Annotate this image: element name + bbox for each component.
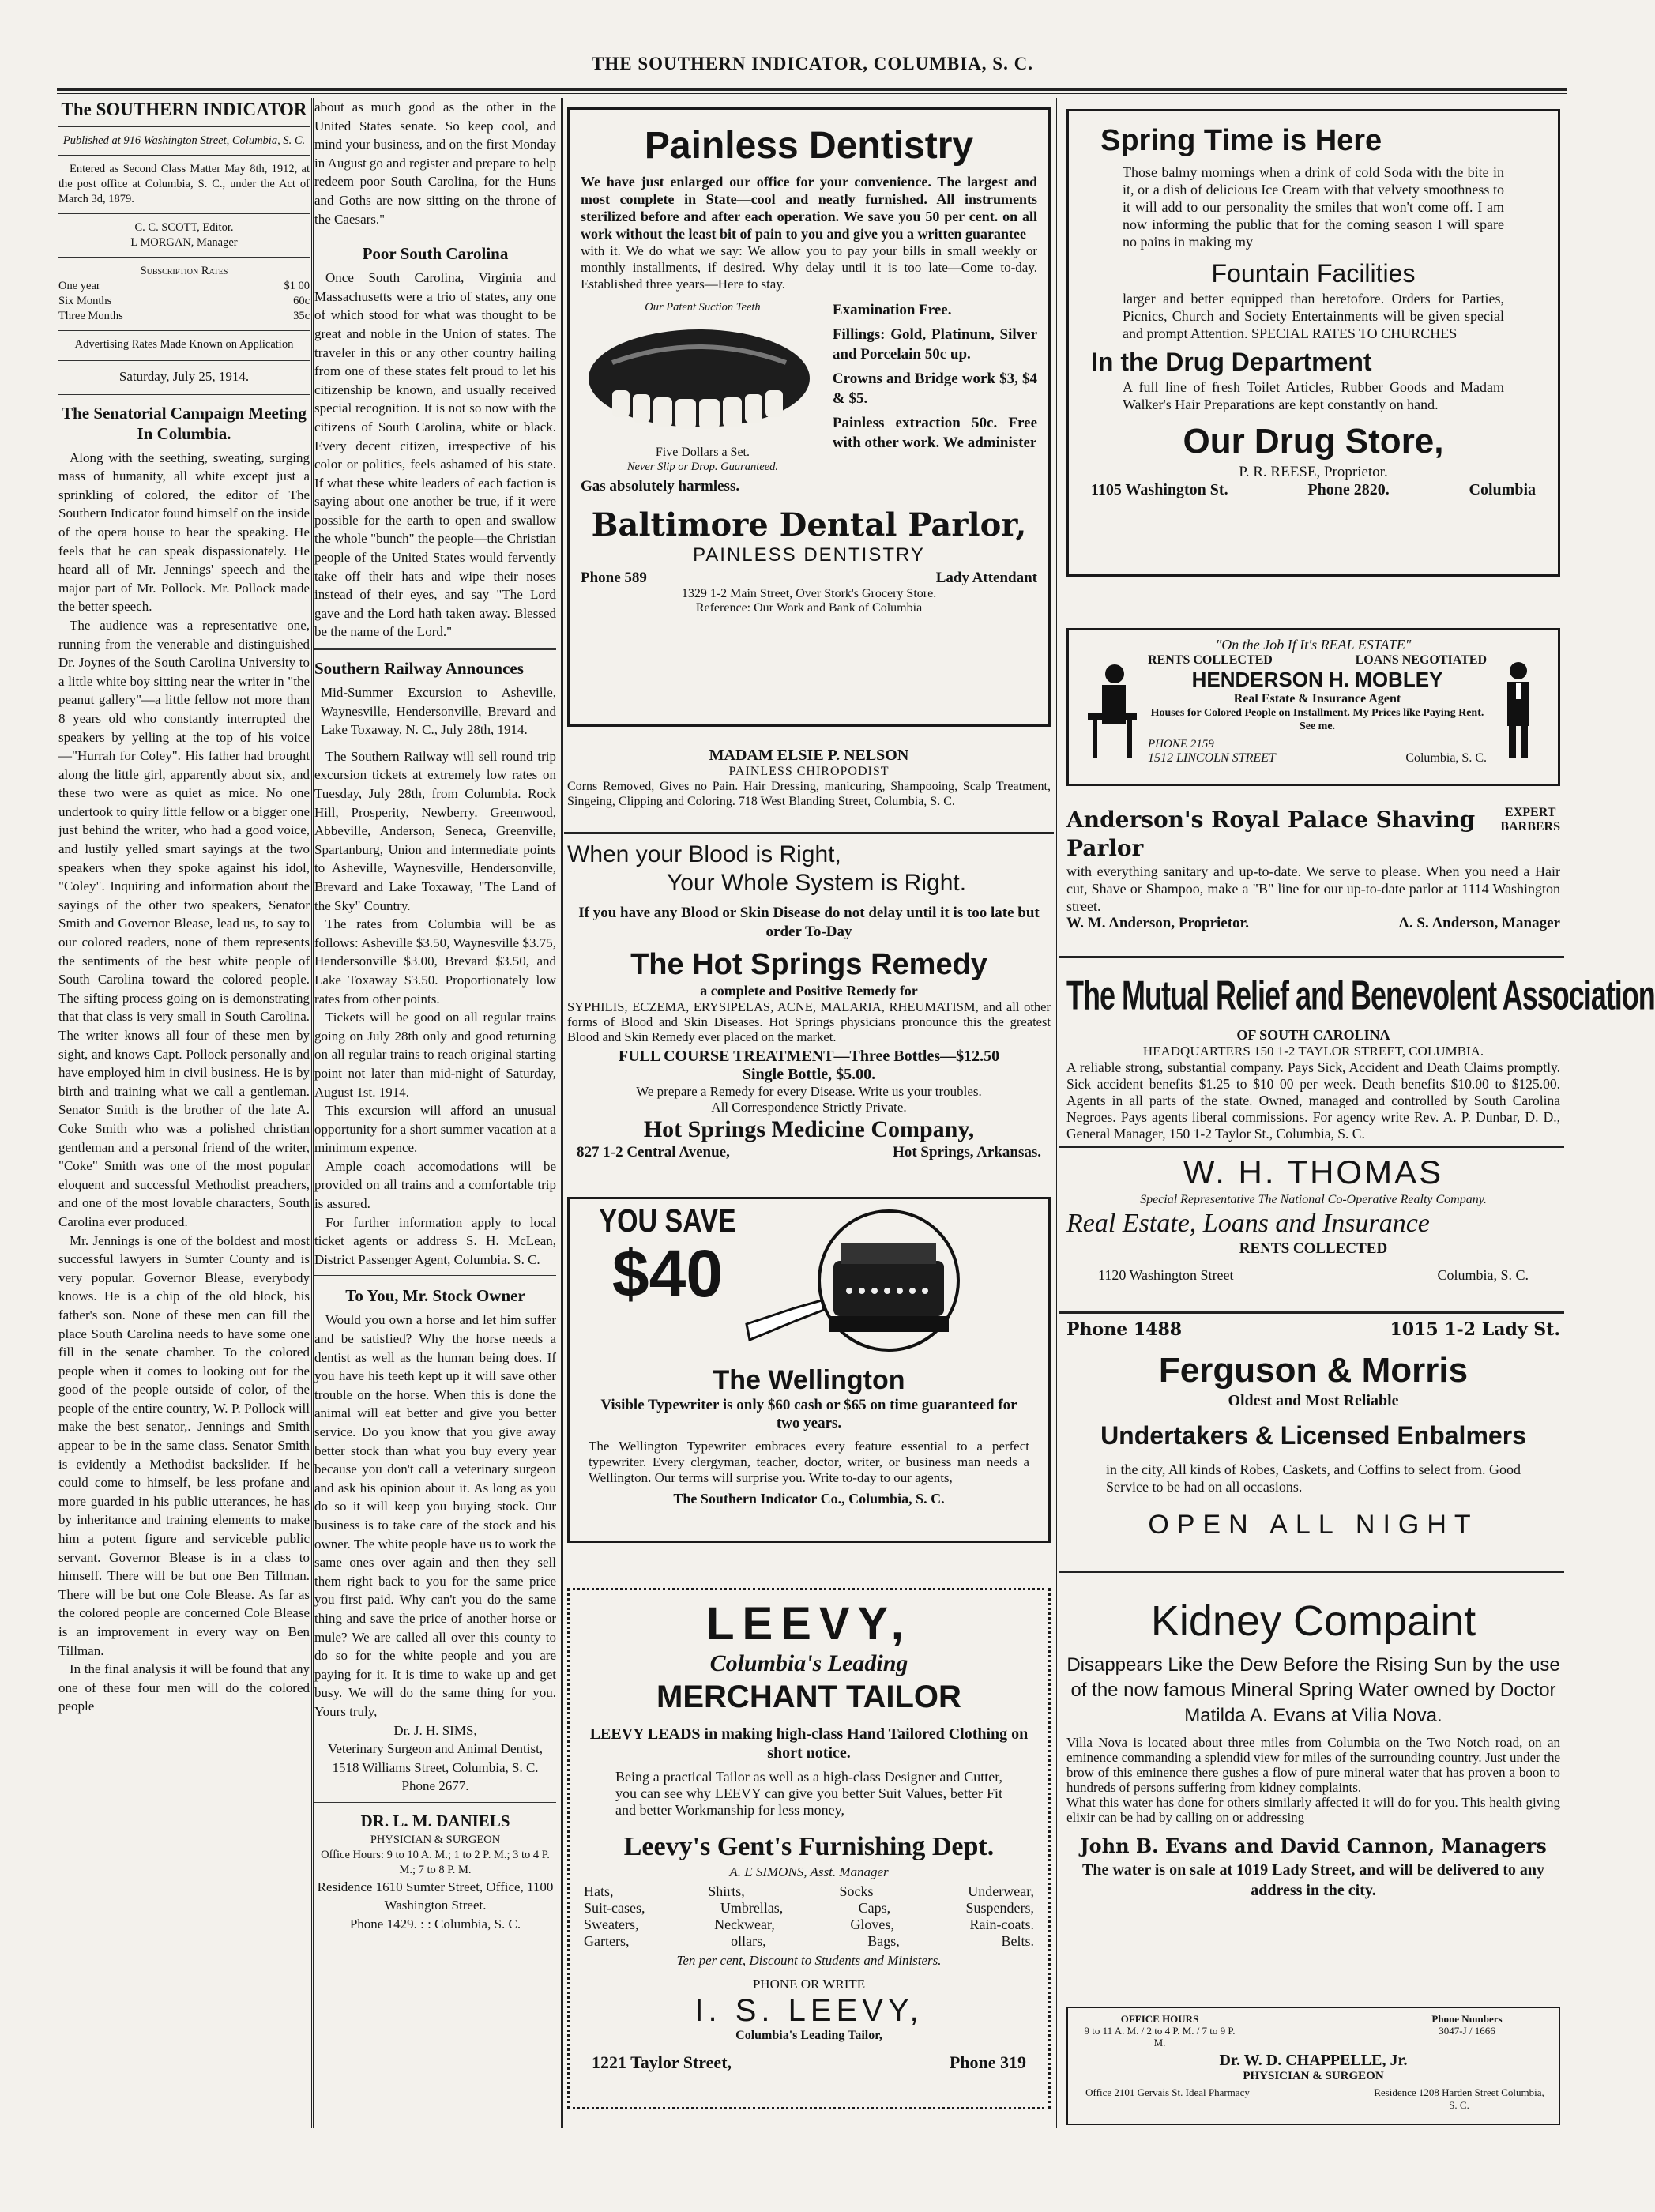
dentures-price: Five Dollars a Set.: [655, 446, 750, 459]
thomas-title: Real Estate, Loans and Insurance: [1066, 1209, 1430, 1238]
mutual-sub: OF SOUTH CAROLINA: [1236, 1027, 1390, 1043]
leevy-name: LEEVY,: [706, 1598, 912, 1650]
published-line: Published at 916 Washington Street, Columbia, S. C.: [62, 134, 306, 147]
drug-store-address: 1105 Washington St.: [1091, 481, 1228, 498]
ferguson-sub: Oldest and Most Reliable: [1228, 1392, 1399, 1409]
kidney-text-2: What this water has done for others similarly affected it will do for you. This health giving elixir can be had by calling on or addressing: [1066, 1795, 1560, 1825]
anderson-title: Anderson's Royal Palace Shaving Parlor: [1066, 807, 1476, 861]
article-paragraph: Along with the seething, sweating, surging mass of humanity, all white except just a sprinkling of colored, the editor of The Southern Indicator found himself on the inside of the opera house to hear the speaking. He feels that he can speak dispassionately. He heard all of Mr. Jennings' speech and the major part of Mr. Pollock. Mr. Pollock made the better speech.: [58, 450, 310, 615]
editor-line: C. C. SCOTT, Editor.: [134, 221, 234, 234]
suction-teeth-caption: Our Patent Suction Teeth: [645, 301, 761, 314]
masthead-rule-thin: [57, 93, 1567, 94]
man-at-desk-icon: [1085, 658, 1140, 761]
spring-text-2: larger and better equipped than heretofore. Orders for Parties, Picnics, Church and Society Entertainments will be given special and prompt Attention. SPECIAL RATES TO CHURCHES: [1123, 291, 1504, 341]
thomas-ad: [1066, 1152, 1560, 1284]
column-1: [58, 98, 310, 2128]
wellington-price: Visible Typewriter is only $60 cash or $65 on time guaranteed for two years.: [600, 1397, 1017, 1431]
article-paragraph: Would you own a horse and let him suffer and be satisfied? Why the horse needs a dentist as well as the human being does. If you have his teeth kept up it will save other trouble on the horse. When this is done the animal will eat better and give you better service. Do you know that you give away better stock than what you buy every year because you don't call a veterinary surgeon and ask his opinion about it. As long as you do so it will keep you buying stock. Our business is to take care of the stock and his owner. The white people have us to work the same ones over again and then they sell them right back to you for the same price you first paid. Why can't you do the same thing and save the price of another horse or mule? We are called all over this county to do so for the white people and you are paying for it. It is time to wake up and get busy. We will do the same thing for you. Yours truly,: [314, 1312, 556, 1719]
kidney-ad: [1066, 1596, 1560, 1901]
wellington-agent: The Southern Indicator Co., Columbia, S. C.: [673, 1491, 945, 1507]
drug-store-phone: Phone 2820.: [1307, 481, 1390, 498]
article-paragraph: For further information apply to local ticket agents or address S. H. McLean, District Passenger Agent, Columbia. S. C.: [314, 1214, 556, 1267]
leevy-dept: Leevy's Gent's Furnishing Dept.: [623, 1832, 995, 1861]
blood-line-1: When your Blood is Right,: [567, 841, 841, 867]
divider: [1059, 1146, 1564, 1148]
chappelle-ad: [1066, 2007, 1560, 2125]
drug-store-prop: P. R. REESE, Proprietor.: [1239, 464, 1388, 480]
article-headline: The Senatorial Campaign Meeting In Columbia.: [62, 403, 307, 443]
chappelle-name: Dr. W. D. CHAPPELLE, Jr.: [1219, 2052, 1408, 2069]
mobley-slogan: "On the Job If It's REAL ESTATE": [1215, 637, 1412, 653]
article-paragraph: This excursion will afford an unusual opportunity for a short summer vacation at a minimum expence.: [314, 1103, 556, 1156]
items-row: Sweaters, Neckwear, Gloves, Rain-coats.: [584, 1917, 1034, 1932]
leevy-phone-write: PHONE OR WRITE: [752, 1977, 866, 1992]
leevy-tel: Phone 319: [949, 2052, 1026, 2072]
page-masthead: THE SOUTHERN INDICATOR, COLUMBIA, S. C.: [592, 54, 1033, 73]
mobley-phone: PHONE 2159: [1148, 738, 1214, 750]
rate-row: Six Months 60c: [58, 295, 310, 307]
dentures-guarantee: Never Slip or Drop. Guaranteed.: [626, 461, 779, 473]
hot-springs-list: SYPHILIS, ECZEMA, ERYSIPELAS, ACNE, MALARIA, RHEUMATISM, and all other forms of Blood and Skin Diseases. Hot Springs physicians pronounce this the greatest Blood and Skin Remedy ever placed on the market.: [567, 999, 1051, 1044]
leevy-sub: Columbia's Leading: [709, 1650, 908, 1676]
drug-store-ad: [1066, 109, 1560, 577]
kidney-sale: The water is on sale at 1019 Lady Street, and will be delivered to any address in the city.: [1082, 1861, 1544, 1899]
leevy-text: Being a practical Tailor as well as a high-class Designer and Cutter, you can see why LEEVY can give you better Suit Values, better Fit and better Workmanship for less money,: [615, 1769, 1002, 1818]
correspondence-line: All Correspondence Strictly Private.: [711, 1100, 907, 1115]
ferguson-name: Ferguson & Morris: [1158, 1351, 1469, 1390]
phone-numbers: 3047-J / 1666: [1439, 2025, 1495, 2037]
mobley-ad: [1066, 628, 1560, 786]
single-bottle: Single Bottle, $5.00.: [742, 1066, 876, 1083]
mobley-trade: Real Estate & Insurance Agent: [1233, 692, 1401, 705]
anderson-expert: EXPERT BARBERS: [1500, 806, 1560, 833]
divider: [1059, 956, 1564, 958]
chappelle-office: Office 2101 Gervais St. Ideal Pharmacy: [1085, 2086, 1250, 2098]
wellington-ad: [567, 1197, 1051, 1543]
chiropodist-ad: [567, 747, 1051, 809]
anderson-ad: [1066, 806, 1560, 932]
article-continuation: about as much good as the other in the United States senate. So keep cool, and mind your business, and on the first Monday in August go and register and prepare to help redeem poor South Carolina, for the Huns and Goths are now sitting on the throne of the Caesars.": [314, 100, 556, 227]
spring-title: Spring Time is Here: [1100, 124, 1382, 157]
article-paragraph: Mr. Jennings is one of the boldest and most successful lawyers in Sumter County and is very popular. Governor Blease, everybody knows. He is a chip of the old block, his father's son. None of these men can fill the place South Carolina needs to have some one fill in the senate chamber. To the colored people when it comes to looking out for the good of the people outside of color, of the people of the entire country, W. P. Pollock will make the best senator,. Jennings and Smith appear to be in the same class. Senator Smith is evidently a Methodist backslider. If he could come to himself, be less profane and more guarded in his public utterances, he has by inheritance and training elements to make him a potent figure and serviceble public servant. Governor Blease is in a class to himself. There will be but one Ben Tillman. There will be but one Cole Blease. As far as the colored people are concerned Cole Blease is an improvement in every way on Ben Tillman.: [58, 1232, 310, 1658]
wellington-text: The Wellington Typewriter embraces every feature essential to a perfect typewriter. Every clergyman, teacher, doctor, writer, or business man needs a Wellington. Our terms will surprise you. Write to-day to our agents,: [589, 1439, 1029, 1485]
exam-free: Examination Free.: [832, 302, 952, 318]
drug-store-city: Columbia: [1469, 481, 1536, 498]
article-paragraph: Once South Carolina, Virginia and Massachusetts were a trio of states, any one of which stood for what was thought to be great and noble in the Union of states. The traveler in this or any other country hailing from one of these states felt proud to let his citizenship be known, and usually received special recognition. It is not so now with the citizens of South Carolina, white or black. Every decent citizen, irrespective of his color or politics, feels ashamed of his state. If what these white leaders of each faction is saying about one another be true, if it were possible for the earth to open and swallow the whole "bunch" the people—the Christian people of the United States would fervently take off their hats and wipe their noses instead of their eyes, and say "The Lord gave and the Lord hath taken away. Blessed be the name of the Lord.": [314, 270, 556, 640]
mobley-street: 1512 LINCOLN STREET: [1148, 751, 1276, 765]
article-paragraph: Tickets will be good on all regular trains going on July 28th only and good returning on all regular trains to reach original starting point not later than mid-night of Saturday, August 1st. 1914.: [314, 1010, 556, 1100]
loans-negotiated: LOANS NEGOTIATED: [1355, 653, 1487, 667]
wellington-title: The Wellington: [713, 1365, 905, 1395]
doctor-title: PHYSICIAN & SURGEON: [370, 1833, 501, 1846]
mutual-hq: HEADQUARTERS 150 1-2 TAYLOR STREET, COLUMBIA.: [1142, 1044, 1484, 1059]
subscription-rates: [58, 279, 310, 324]
anderson-manager: A. S. Anderson, Manager: [1398, 915, 1560, 931]
doctor-residence: Residence 1610 Sumter Street, Office, 1100 Washington Street.: [317, 1879, 554, 1913]
dentistry-title: Painless Dentistry: [644, 125, 974, 167]
chappelle-title: PHYSICIAN & SURGEON: [1243, 2070, 1384, 2082]
rate-row: Three Months 35c: [58, 310, 310, 322]
kidney-sub: Disappears Like the Dew Before the Rising Sun by the use of the now famous Mineral Spring Water owned by Doctor Matilda A. Evans at Vilia Nova.: [1066, 1654, 1560, 1726]
typewriter-image: [747, 1206, 984, 1364]
drug-dept-text: A full line of fresh Toilet Articles, Rubber Goods and Madam Walker's Hair Preparations are kept constantly on hand.: [1123, 379, 1504, 412]
items-row: Garters, ollars, Bags, Belts.: [584, 1933, 1034, 1949]
drug-dept-title: In the Drug Department: [1091, 348, 1372, 376]
mobley-city: Columbia, S. C.: [1405, 751, 1487, 765]
kidney-managers: John B. Evans and David Cannon, Managers: [1080, 1834, 1547, 1857]
thomas-rents: RENTS COLLECTED: [1239, 1240, 1388, 1257]
dental-reference: Reference: Our Work and Bank of Columbia: [695, 601, 923, 615]
article-paragraph: The audience was a representative one, running from the venerable and distinguished Dr. Joynes of the South Carolina University to a little white boy sitting near the writer in "the peanut gallery"—a little fellow not more than 8 years old who constantly interrupted the speakers by yelling at the top of his voice—"Hurrah for Coley". His father had brought along the little girl, apparently about six, and these two were as quiet as mice. No one undertook to quiry little fellow or a bigger one just behind the writer, who had a good voice, and lustily yelled smart sayings at the two speakers when they spoke against his idol, "Coley". Inquiring and information about the sayings of the other two speakers, Senator Smith and Governor Blease, lead us, to say to our colored readers, none of them represents the sentiments of the best white people of South Carolina toward the colored people. The sifting process going on is demonstrating that that class is very small in South Carolina. The writer knows all four of these men by sight, and knows Capt. Pollock personally and have employed him in civil business. He is by birth and training what we call a gentleman. Senator Smith is the brother of the late A. Coke Smith who was a polished christian gentleman and a personal friend of the writer, "Coke" Smith was one of the most popular eloquent and successful Methodist preachers, and one of the most lovable characters, South Carolina ever produced.: [58, 617, 310, 1229]
items-row: Hats, Shirts, Socks Underwear,: [584, 1883, 1034, 1899]
leevy-ad: [567, 1588, 1051, 2109]
hot-springs-ad: [567, 841, 1051, 1161]
column-rule-3: [1055, 98, 1057, 2128]
column-rule-1: [311, 98, 314, 2128]
drug-store-name: Our Drug Store,: [1183, 422, 1444, 461]
article-headline-poor-sc: Poor South Carolina: [362, 244, 509, 264]
doctor-hours: Office Hours: 9 to 10 A. M.; 1 to 2 P. M.; 3 to 4 P. M.; 7 to 8 P. M.: [321, 1848, 550, 1876]
thomas-city: Columbia, S. C.: [1437, 1267, 1529, 1283]
phone-numbers-label: Phone Numbers: [1431, 2013, 1503, 2025]
thomas-name: W. H. THOMAS: [1183, 1153, 1444, 1191]
hot-springs-company: Hot Springs Medicine Company,: [643, 1116, 975, 1142]
dental-address: 1329 1-2 Main Street, Over Stork's Grocery Store.: [681, 587, 937, 600]
mutual-ad: [1066, 962, 1655, 1142]
chappelle-residence: Residence 1208 Harden Street Columbia, S. C.: [1374, 2086, 1544, 2111]
leevy-tailor: Columbia's Leading Tailor,: [735, 2029, 882, 2042]
crowns-price: Crowns and Bridge work $3, $4 & $5.: [832, 371, 1037, 407]
paper-title: The SOUTHERN INDICATOR: [61, 100, 307, 119]
full-course: FULL COURSE TREATMENT—Three Bottles—$12.50: [618, 1048, 1000, 1065]
article-headline-stock-owner: To You, Mr. Stock Owner: [345, 1286, 525, 1306]
items-row: Suit-cases, Umbrellas, Caps, Suspenders,: [584, 1900, 1034, 1916]
blood-warning: If you have any Blood or Skin Disease do not delay until it is too late but order To-Day: [578, 905, 1040, 940]
divider: [1059, 1311, 1564, 1314]
article-paragraph: In the final analysis it will be found that any one of these four men will do the colored people: [58, 1661, 310, 1714]
thomas-rep: Special Representative The National Co-Operative Realty Company.: [1140, 1193, 1487, 1206]
dental-parlor-name: Baltimore Dental Parlor,: [591, 506, 1027, 544]
issue-date: Saturday, July 25, 1914.: [118, 369, 250, 384]
mobley-name: HENDERSON H. MOBLEY: [1191, 668, 1443, 691]
mutual-text: A reliable strong, substantial company. Pays Sick, Accident and Death Claims promptly. Sick accident benefits $1.25 to $10 00 per week. Death benefits $10.00 to $125.00. Agents in all parts of the state. Owned, managed and controlled by South Carolina Negroes. Pays agents liberal commissions. For agency write Rev. A. P. Dunbar, D. D., General Manager, 150 1-2 Taylor St., Columbia, S. C.: [1066, 1059, 1560, 1142]
leevy-address: 1221 Taylor Street,: [592, 2052, 732, 2072]
chiropodist-name: MADAM ELSIE P. NELSON: [709, 747, 909, 764]
open-all-night: OPEN ALL NIGHT: [1148, 1510, 1479, 1540]
dental-lady: Lady Attendant: [935, 570, 1037, 586]
dentistry-intro-2: with it. We do what we say: We allow you to pay your bills in small weekly or monthly installments, if desired. Why delay until it is too late—Come to-day. Established three years—Here to stay.: [581, 243, 1037, 292]
hot-springs-city: Hot Springs, Arkansas.: [893, 1144, 1041, 1161]
extraction-price: Painless extraction 50c. Free with other work. We administer: [832, 415, 1037, 451]
you-save: YOU SAVE: [599, 1203, 736, 1240]
divider: [564, 832, 1054, 834]
leevy-is: I. S. LEEVY,: [694, 1993, 923, 2028]
signature-details: Veterinary Surgeon and Animal Dentist, 1518 Williams Street, Columbia, S. C. Phone 2677.: [327, 1741, 544, 1794]
kidney-text: Villa Nova is located about three miles from Columbia on the Two Notch road, on an eminence commanding a splendid view for miles of the surrounding country. Just under the brow of this eminence there gushes a flow of pure mineral water that has proven a boon to hundreds of persons suffering from kidney complaints.: [1066, 1735, 1560, 1795]
doctor-phone: Phone 1429. : : Columbia, S. C.: [349, 1917, 521, 1932]
ferguson-address: 1015 1-2 Lady St.: [1390, 1319, 1560, 1340]
masthead-rule: [57, 88, 1567, 91]
chiropodist-title: PAINLESS CHIROPODIST: [728, 765, 890, 778]
dentures-image: [581, 315, 818, 442]
dental-parlor-sub: PAINLESS DENTISTRY: [693, 544, 925, 566]
office-hours: 9 to 11 A. M. / 2 to 4 P. M. / 7 to 9 P. M.: [1084, 2025, 1236, 2048]
doctor-name: DR. L. M. DANIELS: [360, 1811, 510, 1830]
subscription-title: Subscription Rates: [140, 265, 228, 277]
fountain-title: Fountain Facilities: [1211, 259, 1416, 288]
hot-springs-sub: a complete and Positive Remedy for: [700, 983, 918, 999]
dentistry-intro: We have just enlarged our office for your convenience. The largest and most complete in State—cool and neatly furnished. All instruments sterilized before and after each operation. We save you 50 per cent. on all work without the least bit of pain to you and give you a written guarantee: [581, 174, 1037, 242]
dental-phone: Phone 589: [581, 570, 647, 586]
leevy-trade: MERCHANT TAILOR: [656, 1680, 961, 1714]
leevy-items: [584, 1883, 1034, 1950]
divider: [1059, 1571, 1564, 1573]
thomas-address: 1120 Washington Street: [1098, 1267, 1234, 1283]
ferguson-phone: Phone 1488: [1066, 1319, 1183, 1340]
hot-springs-title: The Hot Springs Remedy: [630, 948, 987, 981]
railway-subhead: Mid-Summer Excursion to Asheville, Waynesville, Hendersonville, Brevard and Lake Toxaway, N. C., July 28th, 1914.: [321, 685, 556, 738]
article-paragraph: The Southern Railway will sell round trip excursion tickets at extremely low rates on Tuesday, July 28th, from Columbia. Rock Hill, Prosperity, Newberry. Greenwood, Abbeville, Anderson, Seneca, Greenville, Spartanburg, Union and intermediate points to Asheville, Waynesville, Hendersonville, Brevard and Lake Toxaway, "The Land of the Sky" Country.: [314, 748, 556, 913]
signature-name: Dr. J. H. SIMS,: [393, 1722, 477, 1738]
advertising-line: Advertising Rates Made Known on Application: [74, 338, 294, 351]
blood-line-2: Your Whole System is Right.: [667, 870, 967, 896]
dentistry-ad: [567, 107, 1051, 727]
manager-line: L MORGAN, Manager: [130, 236, 238, 249]
article-headline-railway: Southern Railway Announces: [314, 659, 524, 679]
entered-line: Entered as Second Class Matter May 8th, 1912, at the post office at Columbia, S. C., under the Act of March 3d, 1879.: [58, 163, 310, 205]
leevy-lead: LEEVY LEADS in making high-class Hand Tailored Clothing on short notice.: [589, 1725, 1029, 1762]
ferguson-text: in the city, All kinds of Robes, Caskets, and Coffins to select from. Good Service to be had on all occasions.: [1106, 1462, 1521, 1495]
hot-springs-address: 827 1-2 Central Avenue,: [577, 1144, 730, 1161]
spring-text: Those balmy mornings when a drink of cold Soda with the bite in it, or a dish of delicious Ice Cream with that velvety smoothness to it will add to our personality the smiles that won't come off. I am now informing the public that for the coming season I will spare no pains in making my: [1123, 164, 1504, 250]
column-rule-2: [561, 98, 563, 2128]
save-amount: $40: [611, 1236, 724, 1311]
chiropodist-text: Corns Removed, Gives no Pain. Hair Dressing, manicuring, Shampooing, Scalp Treatment, Singeing, Clipping and Coloring. 718 West Blanding Street, Columbia, S. C.: [567, 780, 1051, 808]
mutual-title: The Mutual Relief and Benevolent Association: [1066, 971, 1655, 1019]
article-paragraph: Ample coach accomodations will be provided on all trains and a comfortable trip is assured.: [314, 1158, 556, 1212]
anderson-text: with everything sanitary and up-to-date. We serve to please. When you need a Hair cut, Shave or Shampoo, make a "B" line for our up-to-date parlor at 1114 Washington street.: [1066, 863, 1560, 914]
waiter-icon: [1495, 658, 1542, 761]
gas-line: Gas absolutely harmless.: [581, 478, 740, 495]
ferguson-trade: Undertakers & Licensed Enbalmers: [1100, 1421, 1526, 1450]
mobley-houses: Houses for Colored People on Installment. My Prices like Paying Rent. See me.: [1150, 707, 1484, 732]
fillings-price: Fillings: Gold, Platinum, Silver and Porcelain 50c up.: [832, 326, 1037, 363]
kidney-title: Kidney Compaint: [1150, 1597, 1476, 1645]
office-hours-label: OFFICE HOURS: [1120, 2013, 1199, 2025]
prepare-line: We prepare a Remedy for every Disease. Write us your troubles.: [636, 1084, 982, 1099]
leevy-discount: Ten per cent, Discount to Students and Ministers.: [676, 1953, 942, 1968]
anderson-proprietor: W. M. Anderson, Proprietor.: [1066, 915, 1249, 931]
column-2: [314, 98, 556, 2128]
article-paragraph: The rates from Columbia will be as follows: Asheville $3.50, Waynesville $3.75, Hendersonville $3.00, Brevard $3.50, and Lake Toxaway $3.50. Proportionately low rates from other points.: [314, 916, 556, 1006]
ferguson-ad: [1066, 1319, 1560, 1540]
rate-row: One year $1 00: [58, 280, 310, 292]
leevy-manager: A. E SIMONS, Asst. Manager: [729, 1864, 889, 1879]
rents-collected: RENTS COLLECTED: [1148, 653, 1273, 667]
